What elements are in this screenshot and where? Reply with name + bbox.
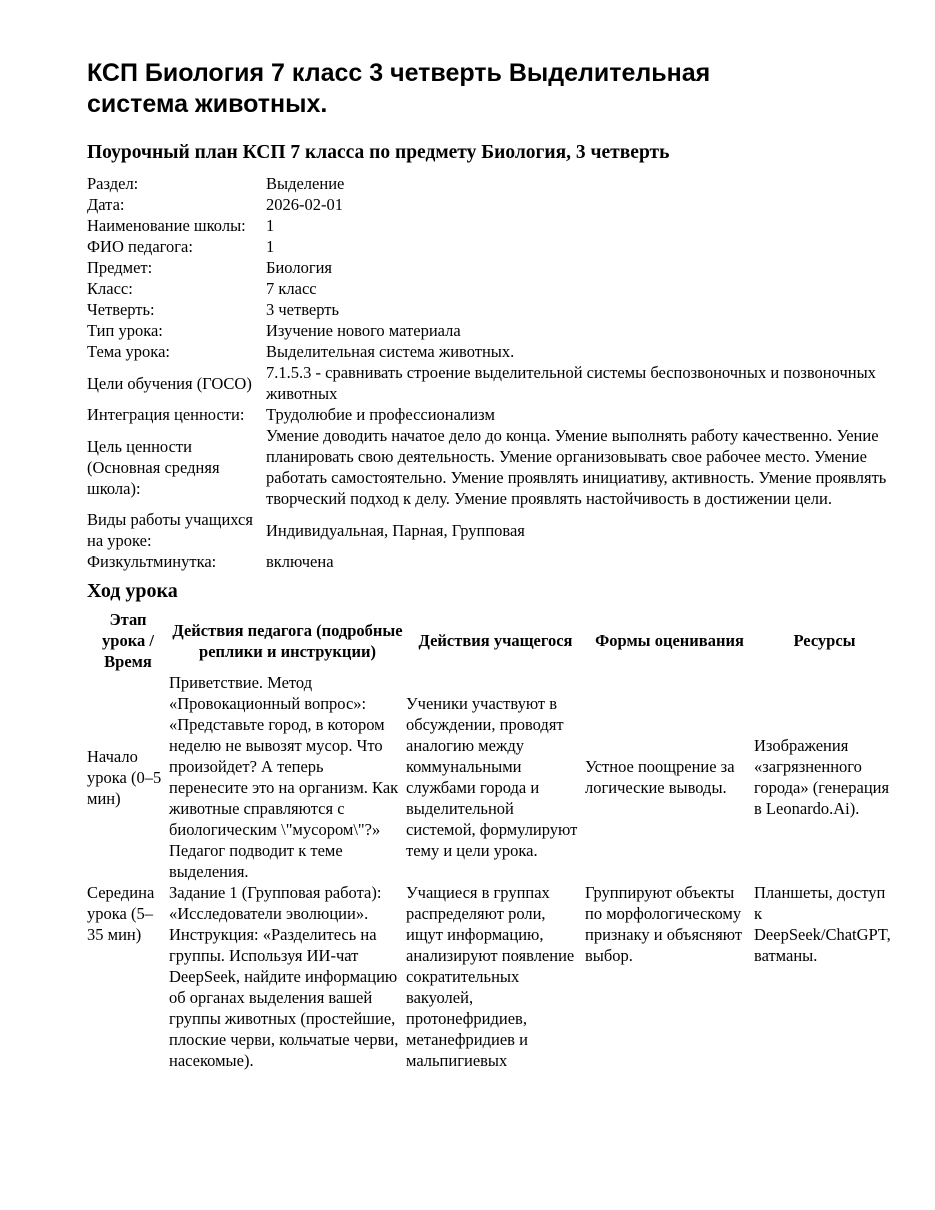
info-label: Наименование школы:	[87, 216, 246, 235]
cell-assessment: Устное поощрение за логические выводы.	[585, 757, 735, 797]
info-value: включена	[266, 552, 334, 571]
info-value: Изучение нового материала	[266, 321, 461, 340]
info-row	[87, 257, 895, 278]
cell-teacher: Задание 1 (Групповая работа): «Исследователи эволюции». Инструкция: «Разделитесь на группы. Используя ИИ-чат DeepSeek, найдите информацию об органах выделения вашей группы животных (простейшие, плоские черви, кольчатые черви, насекомые).	[169, 883, 399, 1070]
info-value: 7.1.5.3 - сравнивать строение выделительной системы беспозвоночных и позвоночных животных	[266, 363, 876, 403]
info-value: 1	[266, 216, 275, 235]
cell-stage: Середина урока (5–35 мин)	[87, 883, 155, 944]
info-label: Интеграция ценности:	[87, 405, 245, 424]
info-row	[87, 299, 895, 320]
info-label: Четверть:	[87, 300, 155, 319]
info-row	[87, 551, 895, 572]
info-value: Индивидуальная, Парная, Групповая	[266, 520, 525, 540]
info-row	[87, 425, 895, 509]
info-row	[87, 278, 895, 299]
lesson-info-table	[87, 173, 895, 572]
info-value: Выделение	[266, 174, 345, 193]
info-label: Тип урока:	[87, 321, 163, 340]
cell-stage: Начало урока (0–5 мин)	[87, 746, 162, 808]
cell-resources: Изображения «загрязненного города» (генерация в Leonardo.Ai).	[754, 736, 890, 818]
header-resources: Ресурсы	[793, 631, 856, 650]
info-row	[87, 173, 895, 194]
cell-assessment: Группируют объекты по морфологическому признаку и объясняют выбор.	[585, 883, 743, 965]
lesson-plan-table	[87, 609, 895, 1071]
info-label: Дата:	[87, 195, 125, 214]
info-label: Тема урока:	[87, 342, 170, 361]
info-row	[87, 320, 895, 341]
table-row	[87, 882, 895, 1071]
info-row	[87, 341, 895, 362]
info-value: 7 класс	[266, 279, 317, 298]
info-row	[87, 194, 895, 215]
header-teacher: Действия педагога (подробные реплики и инструкции)	[172, 620, 403, 661]
info-label: Физкультминутка:	[87, 552, 217, 571]
info-value: 3 четверть	[266, 300, 339, 319]
document-page	[87, 58, 895, 1071]
cell-resources: Планшеты, доступ к DeepSeek/ChatGPT, ватманы.	[754, 883, 891, 965]
info-row	[87, 404, 895, 425]
info-row	[87, 215, 895, 236]
info-row	[87, 509, 895, 551]
info-label: Класс:	[87, 279, 133, 298]
info-label: Цель ценности (Основная средняя школа):	[87, 436, 220, 498]
info-label: Виды работы учащихся на уроке:	[87, 510, 253, 550]
header-assessment: Формы оценивания	[595, 631, 744, 650]
info-label: Цели обучения (ГОСО)	[87, 373, 252, 393]
info-label: ФИО педагога:	[87, 237, 193, 256]
info-value: 2026-02-01	[266, 195, 343, 214]
document-title: КСП Биология 7 класс 3 четверть Выделительная система животных.	[87, 59, 711, 118]
info-value: Умение доводить начатое дело до конца. Умение выполнять работу качественно. Уение планировать свою деятельность. Умение организовывать свое рабочее место. Умение работать самостоятельно. Умение проявлять инициативу, активность. Умение проявлять творческий подход к делу. Умение проявлять настойчивость в достижении цели.	[266, 426, 887, 508]
document-subtitle: Поурочный план КСП 7 класса по предмету Биология, 3 четверть	[87, 142, 670, 163]
info-row	[87, 236, 895, 257]
info-label: Предмет:	[87, 258, 153, 277]
lesson-heading: Ход урока	[87, 580, 178, 602]
table-header-row	[87, 609, 895, 672]
info-label: Раздел:	[87, 174, 139, 193]
cell-teacher: Приветствие. Метод «Провокационный вопрос»: «Представьте город, в котором неделю не вывозят мусор. Что произойдет? А теперь перенесите это на организм. Как животные справляются с биологическим \"мусором\"?» Педагог подводит к теме выделения.	[169, 673, 399, 881]
info-value: 1	[266, 237, 275, 256]
cell-student: Учащиеся в группах распределяют роли, ищут информацию, анализируют появление сократительных вакуолей, протонефридиев, метанефридиев и мальпигиевых	[406, 883, 575, 1070]
table-row	[87, 672, 895, 882]
info-value: Выделительная система животных.	[266, 342, 515, 361]
header-student: Действия учащегося	[418, 631, 573, 650]
info-row	[87, 362, 895, 404]
info-value: Биология	[266, 258, 333, 277]
header-stage: Этап урока / Время	[102, 610, 154, 671]
info-value: Трудолюбие и профессионализм	[266, 405, 495, 424]
cell-student: Ученики участвуют в обсуждении, проводят аналогию между коммунальными службами города и выделительной системой, формулируют тему и цели урока.	[406, 694, 578, 860]
